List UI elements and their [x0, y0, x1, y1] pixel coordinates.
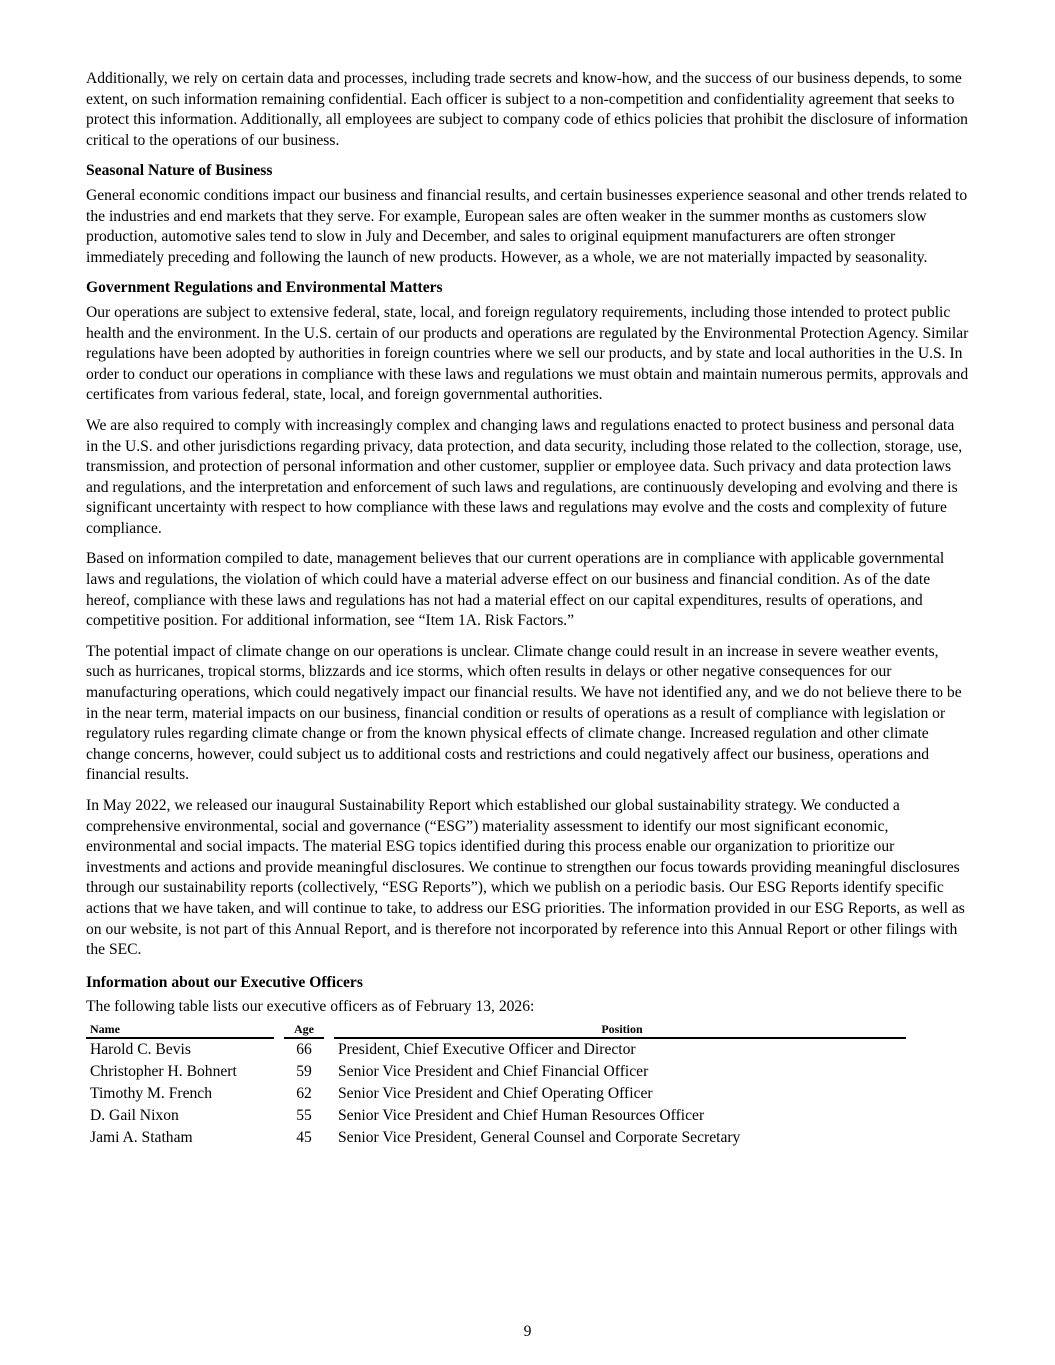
officer-position: Senior Vice President and Chief Operating Officer: [338, 1084, 653, 1102]
paragraph-seasonal: General economic conditions impact our business and financial results, and certain businesses experience seasonal and other trends related to the industries and end markets that they serve. For example, European sales are often weaker in the summer months as customers slow production, automotive sales tend to slow in July and December, and sales to original equipment manufacturers are often stronger immediately preceding and following the launch of new products. However, as a whole, we are not materially impacted by seasonality.: [86, 186, 968, 266]
heading-executive-officers: Information about our Executive Officers: [86, 973, 363, 991]
paragraph-regulatory-requirements: Our operations are subject to extensive federal, state, local, and foreign regulatory requirements, including those intended to protect public health and the environment. In the U.S. certain of our products and operations are regulated by the Environmental Protection Agency. Similar regulations have been adopted by authorities in foreign countries where we sell our products, and by state and local authorities in the U.S. In order to conduct our operations in compliance with these laws and regulations we must obtain and maintain numerous permits, approvals and certificates from various federal, state, local, and foreign governmental authorities.: [86, 303, 969, 404]
table-row: [86, 1083, 906, 1105]
officer-position: President, Chief Executive Officer and Director: [338, 1040, 636, 1058]
officer-name: Timothy M. French: [90, 1084, 213, 1102]
officer-name: Harold C. Bevis: [90, 1040, 191, 1058]
officer-name: Christopher H. Bohnert: [90, 1062, 237, 1080]
paragraph-data-privacy: We are also required to comply with increasingly complex and changing laws and regulations enacted to protect business and personal data in the U.S. and other jurisdictions regarding privacy, data protection, and data security, including those related to the collection, storage, use, transmission, and protection of personal information and other customer, supplier or employee data. Such privacy and data protection laws and regulations, and the interpretation and enforcement of such laws and regulations, are continuously developing and evolving and there is significant uncertainty with respect to how compliance with these laws and regulations may evolve and the costs and complexity of future compliance.: [86, 416, 963, 537]
table-row: [86, 1039, 906, 1061]
paragraph-officers-intro: The following table lists our executive officers as of February 13, 2026:: [86, 998, 535, 1016]
page-number: 9: [523, 1323, 532, 1340]
officer-position: Senior Vice President and Chief Financial Officer: [338, 1062, 649, 1080]
table-row: [86, 1061, 906, 1083]
document-page: [86, 69, 970, 1149]
officer-age: 66: [296, 1040, 312, 1058]
officer-name: Jami A. Statham: [90, 1128, 193, 1146]
officer-age: 55: [296, 1106, 312, 1124]
paragraph-compliance: Based on information compiled to date, management believes that our current operations are in compliance with applicable governmental laws and regulations, the violation of which could have a material adverse effect on our business and financial condition. As of the date hereof, compliance with these laws and regulations has not had a material effect on our capital expenditures, results of operations, and competitive position. For additional information, see “Item 1A. Risk Factors.”: [86, 550, 945, 630]
column-header-position: Position: [334, 1022, 906, 1039]
table-row: [86, 1105, 906, 1127]
heading-government-regulations: Government Regulations and Environmental Matters: [86, 279, 443, 297]
table-header-row: [86, 1022, 906, 1039]
officer-name: D. Gail Nixon: [90, 1106, 179, 1124]
paragraph-sustainability: In May 2022, we released our inaugural Sustainability Report which established our global sustainability strategy. We conducted a comprehensive environmental, social and governance (“ESG”) materiality assessment to identify our most significant economic, environmental and social impacts. The material ESG topics identified during this process enable our organization to prioritize our investments and actions and provide meaningful disclosures. We continue to strengthen our focus towards providing meaningful disclosures through our sustainability reports (collectively, “ESG Reports”), which we publish on a periodic basis. Our ESG Reports identify specific actions that we have taken, and will continue to take, to address our ESG priorities. The information provided in our ESG Reports, as well as on our website, is not part of this Annual Report, and is therefore not incorporated by reference into this Annual Report or other filings with the SEC.: [86, 797, 965, 959]
officer-position: Senior Vice President and Chief Human Resources Officer: [338, 1106, 705, 1124]
heading-seasonal: Seasonal Nature of Business: [86, 162, 273, 180]
officer-age: 59: [296, 1062, 312, 1080]
officer-age: 62: [296, 1084, 312, 1102]
column-header-age: Age: [284, 1022, 324, 1039]
officer-position: Senior Vice President, General Counsel and Corporate Secretary: [338, 1128, 741, 1146]
paragraph-climate-change: The potential impact of climate change on our operations is unclear. Climate change could result in an increase in severe weather events, such as hurricanes, tropical storms, blizzards and ice storms, which often results in delays or other negative consequences for our manufacturing operations, which could negatively impact our financial results. We have not identified any, and we do not believe there to be in the near term, material impacts on our business, financial condition or results of operations as a result of compliance with legislation or regulatory rules regarding climate change or from the known physical effects of climate change. Increased regulation and other climate change concerns, however, could subject us to additional costs and restrictions and could negatively affect our business, operations and financial results.: [86, 642, 962, 784]
column-header-name: Name: [86, 1022, 274, 1039]
executive-officers-table: [86, 1022, 906, 1149]
table-row: [86, 1127, 906, 1149]
officer-age: 45: [296, 1128, 312, 1146]
paragraph-trade-secrets: Additionally, we rely on certain data and processes, including trade secrets and know-how, and the success of our business depends, to some extent, on such information remaining confidential. Each officer is subject to a non-competition and confidentiality agreement that seeks to protect this information. Additionally, all employees are subject to company code of ethics policies that prohibit the disclosure of information critical to the operations of our business.: [86, 70, 968, 149]
